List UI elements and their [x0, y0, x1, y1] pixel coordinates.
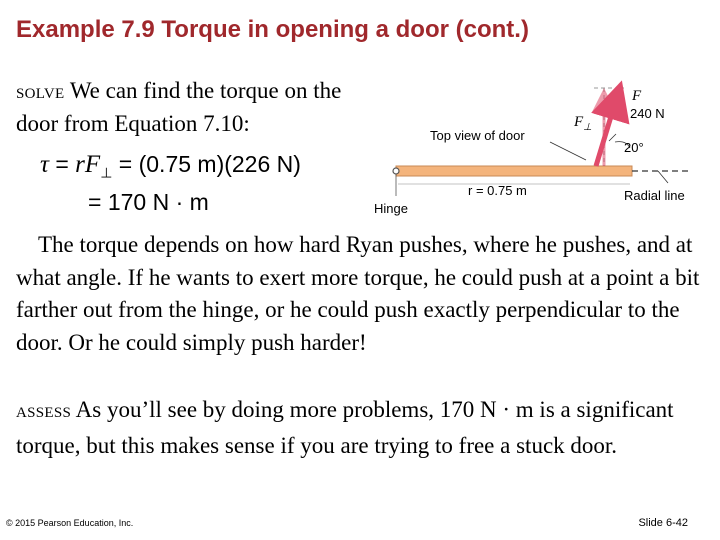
radial-line-label: Radial line [624, 188, 685, 203]
tau-symbol: τ [40, 151, 49, 178]
solve-text: We can find the torque on the door from Equation 7.10: [16, 78, 342, 136]
hinge-label: Hinge [374, 201, 408, 216]
assess-text: As you’ll see by doing more problems, 170 N · m is a significant torque, but this makes sense if you are trying to free a stuck door. [16, 397, 674, 458]
angle-label: 20° [624, 140, 644, 155]
perp-label: $F_\perp$ [574, 114, 592, 133]
door-bar [396, 166, 632, 176]
equation-substitution: = (0.75 m)(226 N) [112, 151, 301, 177]
hinge-icon [393, 168, 399, 174]
equation-line-1 [40, 146, 301, 184]
equation-line-2 [40, 184, 301, 222]
force-label: F [632, 88, 642, 104]
explanation-paragraph: The torque depends on how hard Ryan pushes, where he pushes, and at what angle. If he wants to exert more torque, he could push at a point a bit farther out from the hinge, or he could push exactly perpendicular to the door. Or he could simply push harder! [16, 232, 700, 355]
force-value: 240 N [630, 106, 665, 121]
equation-result: = 170 N · m [88, 189, 209, 215]
solve-tag: SOLVE [16, 86, 65, 102]
f-symbol: F [84, 151, 101, 178]
equals-sign: = [48, 151, 76, 177]
assess-tag: ASSESS [16, 405, 72, 421]
door-caption: Top view of door [430, 128, 525, 143]
radius-label: r = 0.75 m [468, 183, 527, 198]
copyright-notice: © 2015 Pearson Education, Inc. [6, 518, 134, 528]
solve-section [16, 76, 366, 138]
assess-section [16, 394, 704, 462]
torque-equation [40, 146, 301, 222]
door-diagram [368, 78, 708, 223]
r-symbol: r [75, 151, 85, 178]
slide-number: Slide 6-42 [638, 517, 688, 529]
force-arrow [596, 90, 619, 166]
perp-subscript: ⊥ [100, 164, 113, 181]
slide-title: Example 7.9 Torque in opening a door (cont.) [16, 16, 529, 43]
